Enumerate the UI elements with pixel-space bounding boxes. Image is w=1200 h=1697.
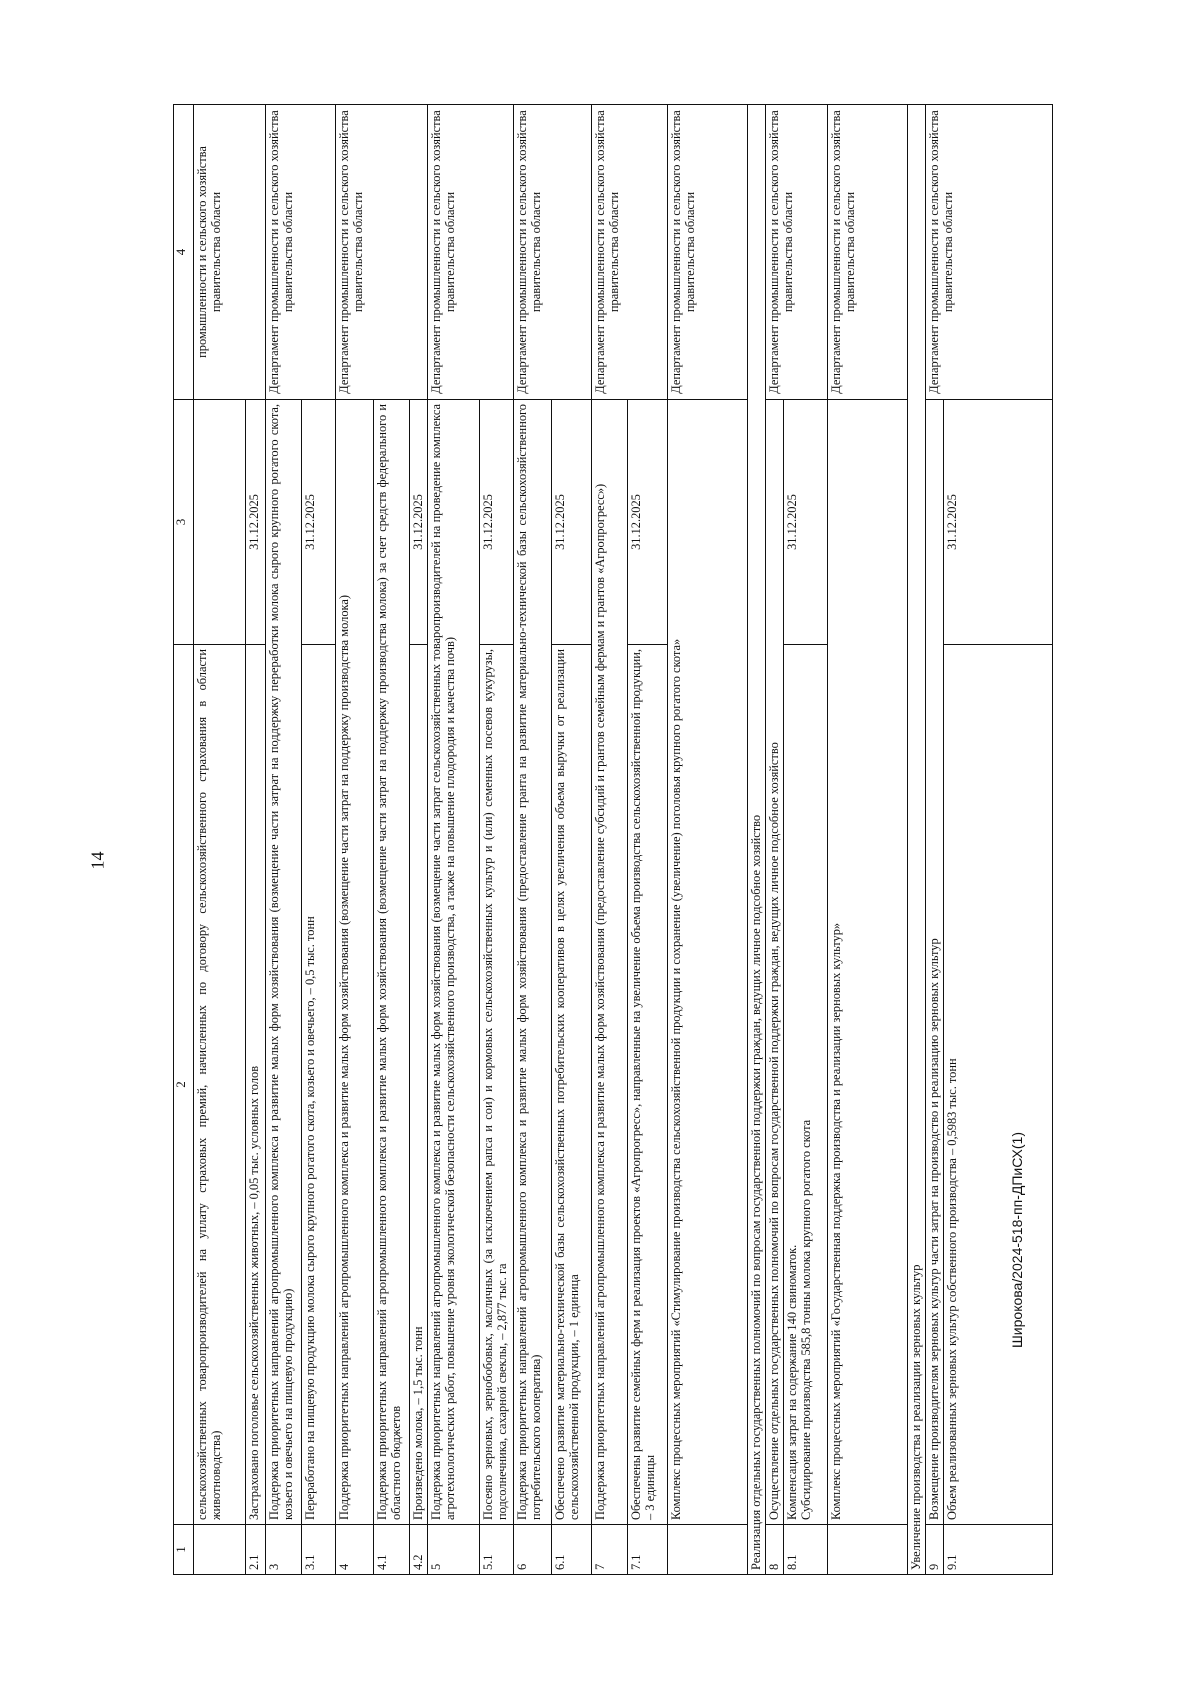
- row-date: [194, 400, 246, 645]
- row-text: Обеспечены развитие семейных ферм и реализация проектов «Агропрогресс», направленные на увеличение объема производства сельскохозяйственной продукции, – 3 единицы: [628, 645, 668, 1525]
- row-date: 31.12.2025: [480, 400, 514, 645]
- row-number: 8: [766, 1525, 784, 1575]
- table-header-row: [174, 105, 194, 1575]
- row-date: 31.12.2025: [784, 400, 828, 645]
- row-number: 9.1: [944, 1525, 1053, 1575]
- row-responsible: Департамент промышленности и сельского хозяйства правительства области: [828, 105, 908, 400]
- complex-row: [668, 105, 748, 1575]
- section-title: Увеличение производства и реализации зерновых культур: [908, 105, 926, 1575]
- row-number: [194, 1525, 246, 1575]
- table-row: [194, 105, 246, 1575]
- row-date: 31.12.2025: [944, 400, 1053, 645]
- row-number: 8.1: [784, 1525, 828, 1575]
- row-text-line: Компенсация затрат на содержание 140 свиноматок.: [785, 1244, 799, 1520]
- row-text: Поддержка приоритетных направлений агропромышленного комплекса и развитие малых форм хозяйствования (возмещение части затрат на поддержку производства молока): [336, 400, 374, 1525]
- measures-table: [173, 104, 1053, 1575]
- row-number: 5.1: [480, 1525, 514, 1575]
- row-responsible: Департамент промышленности и сельского хозяйства правительства области: [592, 105, 668, 400]
- section-row: [908, 105, 926, 1575]
- table-row: [428, 105, 480, 1575]
- rotated-table-container: [173, 105, 1053, 1575]
- row-date: 31.12.2025: [552, 400, 592, 645]
- row-text: Поддержка приоритетных направлений агропромышленного комплекса и развитие малых форм хозяйствования (предоставление субсидий и грантов семейным фермам и грантов «Агропрогресс»): [592, 400, 628, 1525]
- row-responsible: Департамент промышленности и сельского хозяйства правительства области: [336, 105, 428, 400]
- row-number: 4.2: [410, 1525, 428, 1575]
- complex-title: Комплекс процессных мероприятий «Стимулирование производства сельскохозяйственной продукции и сохранение (увеличение) поголовья крупного рогатого скота»: [668, 400, 748, 1525]
- row-number: 7.1: [628, 1525, 668, 1575]
- row-text: [784, 645, 828, 1525]
- row-number: 4.1: [374, 1525, 410, 1575]
- row-responsible: Департамент промышленности и сельского хозяйства правительства области: [428, 105, 514, 400]
- table-row: [266, 105, 302, 1575]
- row-number: 6.1: [552, 1525, 592, 1575]
- row-responsible: Департамент промышленности и сельского хозяйства правительства области: [266, 105, 336, 400]
- section-row: [748, 105, 766, 1575]
- row-number: 2.1: [246, 1525, 266, 1575]
- table-row: [926, 105, 944, 1575]
- row-text-line: Субсидирование производства 585,8 тонны молока крупного рогатого скота: [799, 1119, 814, 1520]
- row-date: 31.12.2025: [302, 400, 336, 645]
- row-number: 4: [336, 1525, 374, 1575]
- complex-row: [828, 105, 908, 1575]
- row-date: 31.12.2025: [246, 400, 266, 645]
- row-number: 3.1: [302, 1525, 336, 1575]
- row-text: Поддержка приоритетных направлений агропромышленного комплекса и развитие малых форм хозяйствования (предоставление гранта на развитие материально-технической базы сельскохозяйственного потребительского кооператива): [514, 400, 552, 1525]
- table-row: [766, 105, 784, 1575]
- row-responsible: Департамент промышленности и сельского хозяйства правительства области: [766, 105, 828, 400]
- table-row: [514, 105, 552, 1575]
- row-number: [668, 1525, 748, 1575]
- row-text: Осуществление отдельных государственных полномочий по вопросам государственной поддержки граждан, ведущих личное подсобное хозяйство: [766, 400, 784, 1525]
- table-row: [592, 105, 628, 1575]
- row-date: 31.12.2025: [410, 400, 428, 645]
- row-number: 3: [266, 1525, 302, 1575]
- row-number: 9: [926, 1525, 944, 1575]
- row-text: Поддержка приоритетных направлений агропромышленного комплекса и развитие малых форм хозяйствования (возмещение части затрат на поддержку производства молока) за счет средств федерального и областного бюджетов: [374, 400, 410, 1525]
- row-number: 5: [428, 1525, 480, 1575]
- row-number: 7: [592, 1525, 628, 1575]
- row-date: 31.12.2025: [628, 400, 668, 645]
- row-text: Посеяно зерновых, зернобобовых, масличных (за исключением рапса и сои) и кормовых сельскохозяйственных культур и (или) семенных посевов кукурузы, подсолнечника, сахарной свеклы, – 2,877 тыс. га: [480, 645, 514, 1525]
- row-responsible: промышленности и сельского хозяйства правительства области: [194, 105, 266, 400]
- row-text: Поддержка приоритетных направлений агропромышленного комплекса и развитие малых форм хозяйствования (возмещение части затрат сельскохозяйственных товаропроизводителей на проведение комплекса агротехнологических работ, повышение уровня экологической безопасности сельскохозяйственного производства, а также на повышение плодородия и качества почв): [428, 400, 480, 1525]
- section-title: Реализация отдельных государственных полномочий по вопросам государственной поддержки граждан, ведущих личное подсобное хозяйство: [748, 105, 766, 1575]
- row-text: Возмещение производителям зерновых культур части затрат на производство и реализацию зерновых культур: [926, 400, 944, 1525]
- complex-title: Комплекс процессных мероприятий «Государственная поддержка производства и реализации зерновых культур»: [828, 400, 908, 1525]
- row-text: Застраховано поголовье сельскохозяйственных животных, – 0,05 тыс. условных голов: [246, 645, 266, 1525]
- row-text: сельскохозяйственных товаропроизводителей на уплату страховых премий, начисленных по договору сельскохозяйственного страхования в области животноводства): [194, 645, 246, 1525]
- row-text: Произведено молока, – 1,5 тыс. тонн: [410, 645, 428, 1525]
- header-col-3: 3: [174, 400, 194, 645]
- header-col-1: 1: [174, 1525, 194, 1575]
- header-col-2: 2: [174, 645, 194, 1525]
- row-responsible: Департамент промышленности и сельского хозяйства правительства области: [514, 105, 592, 400]
- row-number: 6: [514, 1525, 552, 1575]
- header-col-4: 4: [174, 105, 194, 400]
- row-responsible: Департамент промышленности и сельского хозяйства правительства области: [668, 105, 748, 400]
- row-responsible: Департамент промышленности и сельского хозяйства правительства области: [926, 105, 1053, 400]
- row-text: Поддержка приоритетных направлений агропромышленного комплекса и развитие малых форм хозяйствования (возмещение части затрат на поддержку переработки молока сырого крупного рогатого скота, козьего и овечьего на пищевую продукцию): [266, 400, 302, 1525]
- table-row: [336, 105, 374, 1575]
- document-code: Широкова/2024-518-пп-ДПиСХ(1): [1009, 1131, 1025, 1349]
- row-text: Переработано на пищевую продукцию молока сырого крупного рогатого скота, козьего и овечьего, – 0,5 тыс. тонн: [302, 645, 336, 1525]
- row-text: Объем реализованных зерновых культур собственного производства – 0,5983 тыс. тонн: [944, 645, 1053, 1525]
- row-text: Обеспечено развитие материально-технической базы сельскохозяйственных потребительских кооперативов в целях увеличения объема выручки от реализации сельскохозяйственной продукции, – 1 единица: [552, 645, 592, 1525]
- page-number: 14: [87, 851, 108, 870]
